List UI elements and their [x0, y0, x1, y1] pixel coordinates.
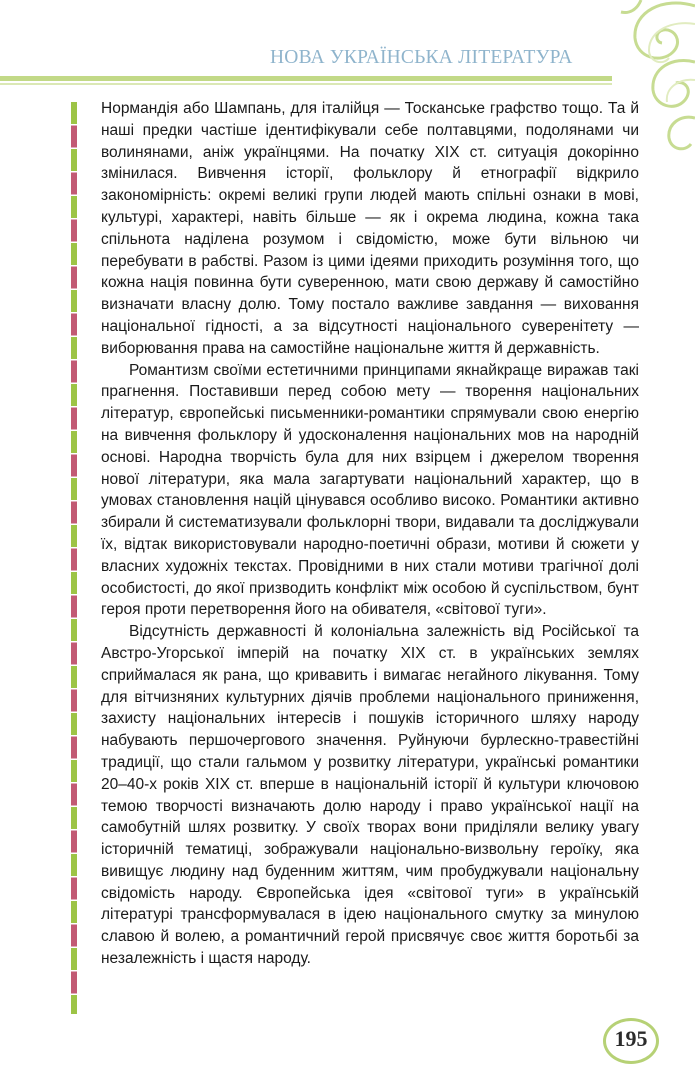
body-text: [101, 98, 639, 970]
header-divider: [0, 76, 612, 81]
section-header-title: НОВА УКРАЇНСЬКА ЛІТЕРАТУРА: [270, 47, 573, 68]
paragraph: Романтизм своїми естетичними принципами якнайкраще виражав такі прагнення. Поставивши перед собою мету — творення національних літератур, європейські письменники-романтики спрямували свою енергію на вивчення фольклору й удосконалення національних мов на народній основі. Народна творчість була для них взірцем і джерелом творення нової літератури, яка мала загартувати національний характер, що в умовах становлення націй цінувався особливо високо. Романтики активно збирали й систематизували фольклорні твори, видавали та досліджували їх, відтак використовували народно-поетичні образи, мотиви й сюжети у власних художніх текстах. Провідними в них стали мотиви трагічної долі особистості, до якої призводить конфлікт між особою й суспільством, бунт героя проти перетворення його на обивателя, «світової туги».: [101, 361, 639, 619]
paragraph: Нормандія або Шампань, для італійця — Тосканське графство тощо. Та й наші предки частіше ідентифікували себе полтавцями, подолянами чи волинянами, аніж українцями. На початку XIX ст. ситуація докорінно змінилася. Вивчення історії, фольклору й етнографії відкрило закономірність: окремі великі групи людей мають спільні ознаки в мові, культурі, характері, навіть більше — як і окрема людина, кожна така спільнота наділена розумом і свідомістю, може бути вільною чи перебувати в рабстві. Разом із цими ідеями приходить розуміння того, що кожна нація повинна бути суверенною, мати свою державу й самостійно визначати власну долю. Тому постало важливе завдання — виховання національної гідності, а за відсутності національного суверенітету — виборювання права на самостійне національне життя й державність.: [101, 100, 639, 357]
paragraph: Відсутність державності й колоніальна залежність від Російської та Австро-Угорської імперій на початку XIX ст. в українських землях сприймалася як рана, що кривавить і вимагає негайного лікування. Тому для вітчизняних культурних діячів проблеми національного приниження, захисту національних інтересів і пошуків історичного шляху народу набувають першочергового значення. Руйнуючи бурлескно-травестійні традиції, що стали гальмом у розвитку літератури, українські романтики 20–40-х років XIX ст. вперше в національній історії й культури ключовою темою творчості визначають долю народу і право української нації на самобутній шлях розвитку. У своїх творах вони приділяли велику увагу історичній тематиці, зображували національно-визвольну героїку, яка вивищує людину над буденним життям, чим пробуджували національну свідомість народу. Європейська ідея «світової туги» в українській літературі трансформувалася в ідею національного смутку за минулою славою й волею, а романтичний герой присвячує своє життя боротьбі за незалежність і щастя народу.: [101, 623, 639, 968]
header-divider-thin: [0, 83, 612, 85]
margin-color-stripe: [71, 102, 77, 1014]
page-number: 195: [614, 1026, 648, 1051]
